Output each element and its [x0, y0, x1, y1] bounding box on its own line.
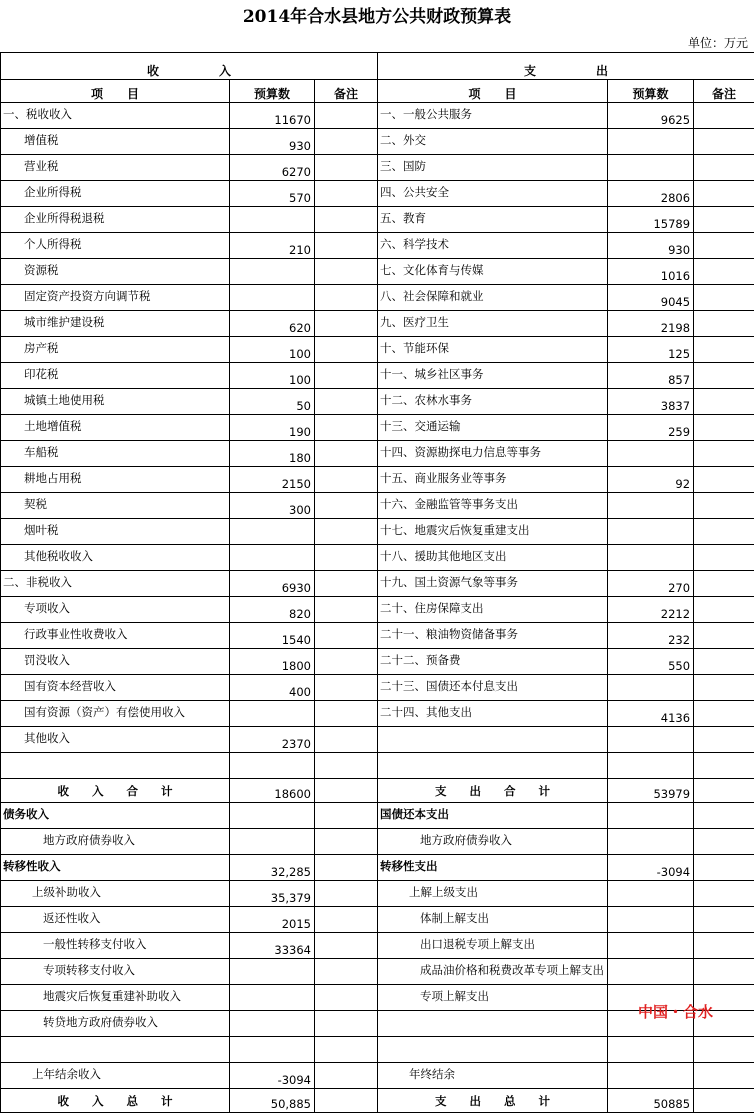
expense-budget-value — [608, 829, 694, 855]
income-note-cell — [315, 907, 378, 933]
section-header-row — [1, 53, 754, 80]
expense-budget-value: 9625 — [608, 103, 694, 129]
expense-budget-value: 550 — [608, 649, 694, 675]
expense-note-cell — [694, 571, 754, 597]
expense-item-label: 体制上解支出 — [378, 907, 608, 933]
income-budget-value: 400 — [230, 675, 315, 701]
income-note-cell — [315, 675, 378, 701]
expense-item-label: 二十一、粮油物资储备事务 — [378, 623, 608, 649]
table-row — [1, 829, 754, 855]
expense-note-cell — [694, 181, 754, 207]
income-item-label: 增值税 — [1, 129, 230, 155]
expense-budget-value: 232 — [608, 623, 694, 649]
table-row — [1, 881, 754, 907]
table-row — [1, 1037, 754, 1063]
income-item-label: 一般性转移支付收入 — [1, 933, 230, 959]
income-item-header: 项 目 — [1, 80, 230, 103]
income-note-cell — [315, 727, 378, 753]
income-budget-value: 2150 — [230, 467, 315, 493]
income-note-cell — [315, 985, 378, 1011]
income-note-cell — [315, 571, 378, 597]
expense-budget-value — [608, 907, 694, 933]
income-item-label: 个人所得税 — [1, 233, 230, 259]
expense-item-label — [378, 1011, 608, 1037]
income-item-label: 企业所得税退税 — [1, 207, 230, 233]
table-row — [1, 389, 754, 415]
income-budget-value — [230, 519, 315, 545]
table-row — [1, 259, 754, 285]
income-item-label — [1, 1037, 230, 1063]
table-row — [1, 727, 754, 753]
income-budget-value: 300 — [230, 493, 315, 519]
table-row — [1, 571, 754, 597]
income-note-cell — [315, 389, 378, 415]
expense-note-cell — [694, 337, 754, 363]
expense-budget-header: 预算数 — [608, 80, 694, 103]
table-row — [1, 623, 754, 649]
expense-budget-value: -3094 — [608, 855, 694, 881]
expense-budget-value — [608, 519, 694, 545]
income-item-label: 一、税收收入 — [1, 103, 230, 129]
expense-item-label: 二十二、预备费 — [378, 649, 608, 675]
income-note-cell — [315, 623, 378, 649]
expense-item-label: 十九、国土资源气象等事务 — [378, 571, 608, 597]
expense-budget-value: 15789 — [608, 207, 694, 233]
expense-note-cell — [694, 311, 754, 337]
income-note-cell — [315, 467, 378, 493]
income-note-cell — [315, 933, 378, 959]
table-row — [1, 363, 754, 389]
expense-note-cell — [694, 1037, 754, 1063]
expense-item-label: 转移性支出 — [378, 855, 608, 881]
income-budget-value: 6270 — [230, 155, 315, 181]
expense-item-label: 一、一般公共服务 — [378, 103, 608, 129]
expense-note-cell — [694, 803, 754, 829]
expense-budget-value — [608, 129, 694, 155]
expense-item-label: 二、外交 — [378, 129, 608, 155]
income-budget-value — [230, 803, 315, 829]
expense-item-label: 九、医疗卫生 — [378, 311, 608, 337]
expense-budget-value: 270 — [608, 571, 694, 597]
expense-note-cell — [694, 389, 754, 415]
expense-item-label: 出口退税专项上解支出 — [378, 933, 608, 959]
table-row — [1, 155, 754, 181]
income-item-label: 行政事业性收费收入 — [1, 623, 230, 649]
income-note-cell — [315, 959, 378, 985]
income-note-cell — [315, 129, 378, 155]
table-row — [1, 493, 754, 519]
income-item-label: 其他税收收入 — [1, 545, 230, 571]
income-item-label: 印花税 — [1, 363, 230, 389]
expense-subtotal-note — [694, 779, 754, 803]
expense-item-label: 年终结余 — [378, 1063, 608, 1089]
expense-budget-value — [608, 727, 694, 753]
expense-section-header: 支 出 — [378, 53, 754, 80]
expense-note-cell — [694, 597, 754, 623]
expense-item-label: 十六、金融监管等事务支出 — [378, 493, 608, 519]
expense-item-label: 五、教育 — [378, 207, 608, 233]
expense-note-cell — [694, 933, 754, 959]
income-budget-value: 11670 — [230, 103, 315, 129]
income-item-label: 地震灾后恢复重建补助收入 — [1, 985, 230, 1011]
expense-item-label: 地方政府债券收入 — [378, 829, 608, 855]
income-note-cell — [315, 1063, 378, 1089]
income-item-label: 二、非税收入 — [1, 571, 230, 597]
expense-note-cell — [694, 623, 754, 649]
income-note-cell — [315, 519, 378, 545]
expense-note-cell — [694, 155, 754, 181]
income-note-cell — [315, 337, 378, 363]
income-budget-value: 6930 — [230, 571, 315, 597]
expense-note-cell — [694, 129, 754, 155]
income-budget-value — [230, 1011, 315, 1037]
expense-budget-value — [608, 881, 694, 907]
subtotal-row — [1, 779, 754, 803]
income-item-label: 固定资产投资方向调节税 — [1, 285, 230, 311]
expense-budget-value: 4136 — [608, 701, 694, 727]
income-budget-value: 820 — [230, 597, 315, 623]
income-note-cell — [315, 1037, 378, 1063]
expense-item-label: 上解上级支出 — [378, 881, 608, 907]
income-subtotal-note — [315, 779, 378, 803]
income-subtotal-label: 收 入 合 计 — [1, 779, 230, 803]
expense-note-cell — [694, 881, 754, 907]
income-note-cell — [315, 441, 378, 467]
income-item-label: 转移性收入 — [1, 855, 230, 881]
income-note-cell — [315, 259, 378, 285]
table-row — [1, 207, 754, 233]
income-item-label: 国有资源（资产）有偿使用收入 — [1, 701, 230, 727]
column-header-row — [1, 80, 754, 103]
expense-budget-value: 2198 — [608, 311, 694, 337]
income-note-cell — [315, 363, 378, 389]
expense-budget-value: 1016 — [608, 259, 694, 285]
income-grand-total-note — [315, 1089, 378, 1113]
expense-budget-value — [608, 933, 694, 959]
table-row — [1, 545, 754, 571]
income-budget-value: 1800 — [230, 649, 315, 675]
expense-grand-total-note — [694, 1089, 754, 1113]
income-budget-value: 180 — [230, 441, 315, 467]
income-note-cell — [315, 285, 378, 311]
page-title: 2014年合水县地方公共财政预算表 — [0, 4, 754, 30]
income-note-cell — [315, 597, 378, 623]
expense-note-cell — [694, 519, 754, 545]
expense-budget-value — [608, 959, 694, 985]
income-item-label: 债务收入 — [1, 803, 230, 829]
expense-item-label: 八、社会保障和就业 — [378, 285, 608, 311]
expense-budget-value — [608, 803, 694, 829]
expense-budget-value: 2212 — [608, 597, 694, 623]
expense-note-cell — [694, 233, 754, 259]
expense-item-header: 项 目 — [378, 80, 608, 103]
income-budget-value — [230, 285, 315, 311]
income-item-label: 城镇土地使用税 — [1, 389, 230, 415]
expense-item-label: 六、科学技术 — [378, 233, 608, 259]
expense-item-label: 十、节能环保 — [378, 337, 608, 363]
table-row — [1, 701, 754, 727]
income-item-label: 专项转移支付收入 — [1, 959, 230, 985]
expense-note-cell — [694, 493, 754, 519]
income-note-cell — [315, 233, 378, 259]
income-item-label: 其他收入 — [1, 727, 230, 753]
expense-budget-value: 857 — [608, 363, 694, 389]
income-item-label: 上年结余收入 — [1, 1063, 230, 1089]
expense-item-label: 十四、资源勘探电力信息等事务 — [378, 441, 608, 467]
income-item-label: 地方政府债券收入 — [1, 829, 230, 855]
table-row — [1, 959, 754, 985]
income-note-header: 备注 — [315, 80, 378, 103]
expense-item-label: 七、文化体育与传媒 — [378, 259, 608, 285]
income-item-label: 城市维护建设税 — [1, 311, 230, 337]
budget-table — [0, 52, 754, 1113]
income-note-cell — [315, 855, 378, 881]
expense-subtotal-label: 支 出 合 计 — [378, 779, 608, 803]
grand-total-row — [1, 1089, 754, 1113]
table-row — [1, 907, 754, 933]
income-note-cell — [315, 155, 378, 181]
expense-note-cell — [694, 415, 754, 441]
expense-note-cell — [694, 753, 754, 779]
income-note-cell — [315, 803, 378, 829]
expense-budget-value: 125 — [608, 337, 694, 363]
expense-note-cell — [694, 103, 754, 129]
expense-note-cell — [694, 259, 754, 285]
expense-budget-value — [608, 1063, 694, 1089]
income-note-cell — [315, 1011, 378, 1037]
income-budget-value: 35,379 — [230, 881, 315, 907]
income-note-cell — [315, 701, 378, 727]
income-budget-value: 1540 — [230, 623, 315, 649]
expense-item-label — [378, 753, 608, 779]
income-item-label: 烟叶税 — [1, 519, 230, 545]
income-budget-value — [230, 829, 315, 855]
table-row — [1, 129, 754, 155]
expense-budget-value — [608, 675, 694, 701]
income-budget-value: 100 — [230, 363, 315, 389]
income-subtotal-value: 18600 — [230, 779, 315, 803]
income-note-cell — [315, 545, 378, 571]
income-budget-value: 190 — [230, 415, 315, 441]
expense-note-header: 备注 — [694, 80, 754, 103]
income-budget-value — [230, 701, 315, 727]
expense-item-label: 十五、商业服务业等事务 — [378, 467, 608, 493]
income-budget-value: 50 — [230, 389, 315, 415]
expense-budget-value: 2806 — [608, 181, 694, 207]
income-item-label: 资源税 — [1, 259, 230, 285]
income-budget-value: -3094 — [230, 1063, 315, 1089]
expense-item-label: 四、公共安全 — [378, 181, 608, 207]
expense-note-cell — [694, 441, 754, 467]
expense-budget-value — [608, 545, 694, 571]
income-item-label — [1, 753, 230, 779]
unit-label: 单位：万元 — [688, 35, 748, 51]
income-grand-total-label: 收 入 总 计 — [1, 1089, 230, 1113]
income-item-label: 上级补助收入 — [1, 881, 230, 907]
expense-note-cell — [694, 545, 754, 571]
expense-grand-total-value: 50885 — [608, 1089, 694, 1113]
income-item-label: 土地增值税 — [1, 415, 230, 441]
expense-item-label: 二十四、其他支出 — [378, 701, 608, 727]
income-item-label: 转贷地方政府债券收入 — [1, 1011, 230, 1037]
income-note-cell — [315, 881, 378, 907]
expense-note-cell — [694, 727, 754, 753]
table-row — [1, 441, 754, 467]
income-item-label: 车船税 — [1, 441, 230, 467]
income-item-label: 企业所得税 — [1, 181, 230, 207]
table-row — [1, 467, 754, 493]
income-item-label: 耕地占用税 — [1, 467, 230, 493]
income-item-label: 罚没收入 — [1, 649, 230, 675]
table-row — [1, 649, 754, 675]
expense-item-label: 二十三、国债还本付息支出 — [378, 675, 608, 701]
expense-item-label: 二十、住房保障支出 — [378, 597, 608, 623]
table-row — [1, 1063, 754, 1089]
income-budget-value — [230, 259, 315, 285]
expense-note-cell — [694, 1063, 754, 1089]
table-row — [1, 519, 754, 545]
income-budget-value — [230, 985, 315, 1011]
expense-item-label: 十二、农林水事务 — [378, 389, 608, 415]
expense-grand-total-label: 支 出 总 计 — [378, 1089, 608, 1113]
table-row — [1, 337, 754, 363]
expense-budget-value — [608, 753, 694, 779]
income-note-cell — [315, 829, 378, 855]
income-item-label: 国有资本经营收入 — [1, 675, 230, 701]
table-row — [1, 233, 754, 259]
expense-note-cell — [694, 649, 754, 675]
table-row — [1, 675, 754, 701]
income-note-cell — [315, 207, 378, 233]
income-budget-value: 570 — [230, 181, 315, 207]
expense-item-label: 十七、地震灾后恢复重建支出 — [378, 519, 608, 545]
income-budget-value: 2015 — [230, 907, 315, 933]
expense-item-label: 专项上解支出 — [378, 985, 608, 1011]
income-budget-value — [230, 545, 315, 571]
table-row — [1, 933, 754, 959]
expense-note-cell — [694, 467, 754, 493]
income-budget-header: 预算数 — [230, 80, 315, 103]
expense-budget-value: 259 — [608, 415, 694, 441]
income-budget-value: 100 — [230, 337, 315, 363]
income-item-label: 房产税 — [1, 337, 230, 363]
expense-note-cell — [694, 959, 754, 985]
income-item-label: 契税 — [1, 493, 230, 519]
income-item-label: 营业税 — [1, 155, 230, 181]
income-note-cell — [315, 493, 378, 519]
expense-subtotal-value: 53979 — [608, 779, 694, 803]
expense-note-cell — [694, 363, 754, 389]
table-row — [1, 103, 754, 129]
expense-note-cell — [694, 285, 754, 311]
income-budget-value: 620 — [230, 311, 315, 337]
table-row — [1, 311, 754, 337]
income-budget-value — [230, 1037, 315, 1063]
income-budget-value — [230, 207, 315, 233]
expense-budget-value: 930 — [608, 233, 694, 259]
expense-budget-value: 92 — [608, 467, 694, 493]
income-note-cell — [315, 649, 378, 675]
expense-item-label — [378, 727, 608, 753]
table-row — [1, 803, 754, 829]
table-row — [1, 855, 754, 881]
expense-note-cell — [694, 675, 754, 701]
income-budget-value: 33364 — [230, 933, 315, 959]
expense-budget-value — [608, 493, 694, 519]
income-note-cell — [315, 311, 378, 337]
expense-budget-value — [608, 1037, 694, 1063]
table-row — [1, 415, 754, 441]
expense-item-label: 十一、城乡社区事务 — [378, 363, 608, 389]
income-note-cell — [315, 753, 378, 779]
expense-item-label: 国债还本支出 — [378, 803, 608, 829]
income-budget-value: 210 — [230, 233, 315, 259]
expense-note-cell — [694, 207, 754, 233]
income-note-cell — [315, 415, 378, 441]
table-row — [1, 597, 754, 623]
income-budget-value: 32,285 — [230, 855, 315, 881]
expense-budget-value: 3837 — [608, 389, 694, 415]
income-section-header: 收 入 — [1, 53, 378, 80]
income-budget-value — [230, 753, 315, 779]
expense-budget-value: 9045 — [608, 285, 694, 311]
expense-item-label: 十三、交通运输 — [378, 415, 608, 441]
table-row — [1, 753, 754, 779]
expense-item-label: 十八、援助其他地区支出 — [378, 545, 608, 571]
expense-budget-value — [608, 155, 694, 181]
income-grand-total-value: 50,885 — [230, 1089, 315, 1113]
expense-budget-value — [608, 441, 694, 467]
watermark-logo: 中国・合水 — [638, 1001, 713, 1022]
expense-item-label — [378, 1037, 608, 1063]
expense-item-label: 成品油价格和税费改革专项上解支出 — [378, 959, 608, 985]
income-note-cell — [315, 181, 378, 207]
income-budget-value: 2370 — [230, 727, 315, 753]
expense-note-cell — [694, 701, 754, 727]
table-row — [1, 181, 754, 207]
income-budget-value: 930 — [230, 129, 315, 155]
expense-item-label: 三、国防 — [378, 155, 608, 181]
income-item-label: 返还性收入 — [1, 907, 230, 933]
income-item-label: 专项收入 — [1, 597, 230, 623]
income-note-cell — [315, 103, 378, 129]
income-budget-value — [230, 959, 315, 985]
expense-note-cell — [694, 855, 754, 881]
table-row — [1, 285, 754, 311]
expense-note-cell — [694, 829, 754, 855]
expense-note-cell — [694, 907, 754, 933]
